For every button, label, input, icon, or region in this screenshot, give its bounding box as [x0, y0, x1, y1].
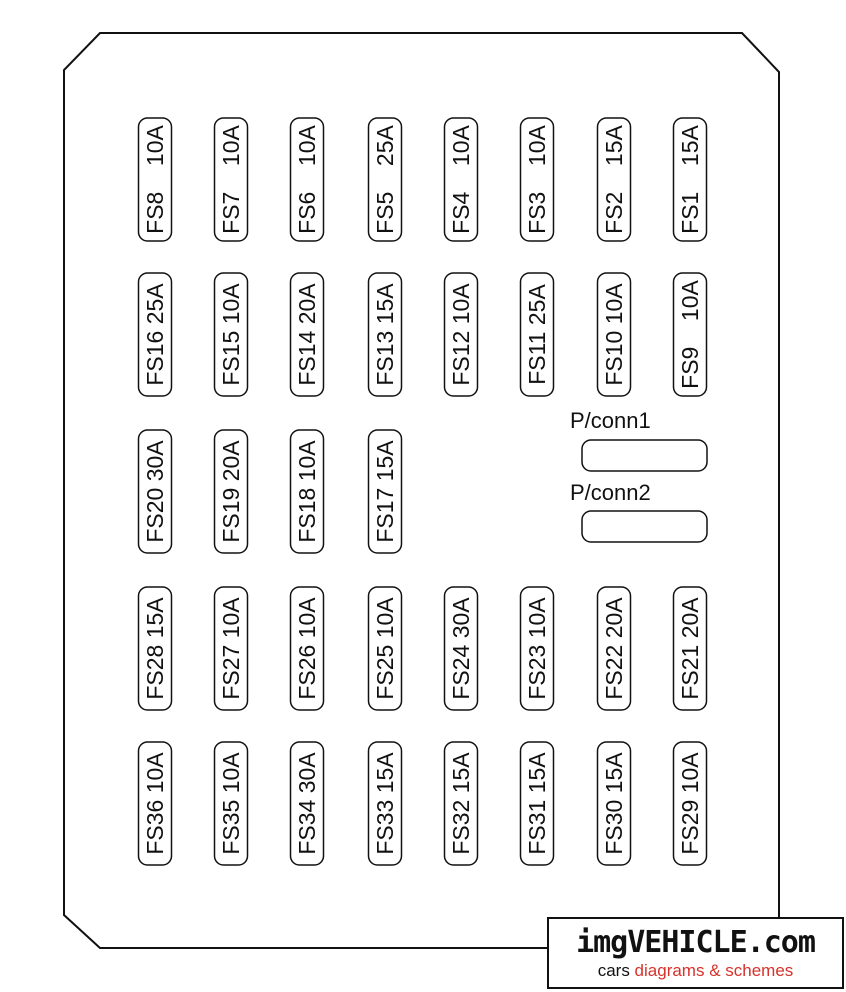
fuse-label — [142, 752, 168, 855]
fuse-rating: 15A — [372, 283, 398, 325]
fuse-fs34 — [291, 742, 324, 865]
fuse-rating: 30A — [448, 597, 474, 639]
fuse-fs3 — [521, 118, 554, 241]
fuse-fs27 — [215, 587, 248, 710]
fuse-fs36 — [139, 742, 172, 865]
fuse-id: FS17 — [372, 487, 398, 543]
fuse-rating: 15A — [372, 752, 398, 794]
fuse-id: FS24 — [448, 644, 474, 700]
fuse-rating: 15A — [448, 752, 474, 794]
fuse-id: FS29 — [677, 799, 703, 855]
fuse-label — [524, 284, 550, 385]
watermark-tagline-prefix: cars — [597, 961, 635, 980]
fuse-fs4 — [445, 118, 478, 241]
fuse-id: FS16 — [142, 330, 168, 386]
fuse-fs13 — [369, 273, 402, 396]
fuse-label — [677, 597, 703, 700]
fuse-label — [218, 597, 244, 700]
fuse-rating: 10A — [448, 283, 474, 325]
power-connector-body — [582, 511, 707, 542]
fuse-rating: 10A — [142, 125, 168, 167]
fuse-label — [677, 280, 703, 389]
fuse-rating: 10A — [142, 752, 168, 794]
fuse-label — [142, 597, 168, 700]
fuse-label — [524, 752, 550, 855]
fuse-label — [218, 440, 244, 543]
fuse-label — [372, 597, 398, 700]
fuse-label — [372, 752, 398, 855]
fuse-label — [142, 125, 168, 234]
watermark-tagline-highlight: diagrams & schemes — [634, 961, 794, 980]
fuse-label — [218, 125, 244, 234]
fuse-rating: 25A — [524, 284, 550, 326]
fuse-fs20 — [139, 430, 172, 553]
fuse-label — [601, 283, 627, 386]
fuse-id: FS4 — [448, 191, 474, 234]
fuse-fs15 — [215, 273, 248, 396]
fuse-label — [294, 125, 320, 234]
fuse-rating: 20A — [218, 440, 244, 482]
fuse-rating: 25A — [142, 283, 168, 325]
fuse-id: FS31 — [524, 799, 550, 855]
fuse-id: FS14 — [294, 330, 320, 386]
fuse-label — [142, 440, 168, 543]
fuse-fs2 — [598, 118, 631, 241]
fuse-label — [372, 283, 398, 386]
fuse-rating: 10A — [294, 440, 320, 482]
fuse-rating: 15A — [677, 125, 703, 167]
fuse-fs25 — [369, 587, 402, 710]
fuse-id: FS35 — [218, 799, 244, 855]
fuse-fs23 — [521, 587, 554, 710]
fuse-rating: 10A — [294, 125, 320, 167]
power-connector-label: P/conn1 — [570, 408, 651, 433]
fuse-rating: 10A — [218, 283, 244, 325]
fuse-id: FS28 — [142, 644, 168, 700]
fuse-fs5 — [369, 118, 402, 241]
watermark-tagline — [549, 961, 842, 981]
fuse-id: FS2 — [601, 191, 627, 234]
fuse-id: FS12 — [448, 330, 474, 386]
fuse-id: FS20 — [142, 487, 168, 543]
fuse-id: FS22 — [601, 644, 627, 700]
fuse-id: FS18 — [294, 487, 320, 543]
fuse-label — [601, 125, 627, 234]
watermark-brand: imgVEHICLE.com — [576, 925, 815, 960]
fuse-fs9 — [674, 273, 707, 396]
fuse-id: FS8 — [142, 191, 168, 234]
fuse-id: FS34 — [294, 799, 320, 855]
fuse-label — [372, 125, 398, 234]
fuse-rating: 10A — [372, 597, 398, 639]
fuse-label — [677, 752, 703, 855]
fuse-fs32 — [445, 742, 478, 865]
fuse-rating: 20A — [294, 283, 320, 325]
fuse-id: FS33 — [372, 799, 398, 855]
fuse-label — [142, 283, 168, 386]
fuse-id: FS23 — [524, 644, 550, 700]
fuse-label — [294, 752, 320, 855]
fuse-label — [294, 597, 320, 700]
fuse-fs8 — [139, 118, 172, 241]
fuse-fs10 — [598, 273, 631, 396]
fuse-rating: 15A — [372, 440, 398, 482]
fuse-label — [524, 125, 550, 234]
fuse-label — [372, 440, 398, 543]
fuse-fs31 — [521, 742, 554, 865]
fuse-id: FS13 — [372, 330, 398, 386]
fuse-label — [601, 752, 627, 855]
fuse-label — [294, 283, 320, 386]
fuse-label — [218, 752, 244, 855]
fuse-id: FS25 — [372, 644, 398, 700]
fuse-rating: 25A — [372, 125, 398, 167]
fuse-label — [294, 440, 320, 543]
fuse-rating: 20A — [601, 597, 627, 639]
fuse-label — [524, 597, 550, 700]
fuse-rating: 15A — [142, 597, 168, 639]
fuse-rating: 10A — [218, 125, 244, 167]
fuse-rating: 30A — [142, 440, 168, 482]
fuse-fs29 — [674, 742, 707, 865]
fuse-label — [448, 283, 474, 386]
fuse-rating: 10A — [524, 597, 550, 639]
power-connector-body — [582, 440, 707, 471]
fuse-fs17 — [369, 430, 402, 553]
fuse-rating: 15A — [601, 752, 627, 794]
fuse-fs33 — [369, 742, 402, 865]
fuse-id: FS11 — [524, 331, 550, 385]
fuse-id: FS27 — [218, 644, 244, 700]
fuse-id: FS36 — [142, 799, 168, 855]
fuse-fs22 — [598, 587, 631, 710]
fuse-id: FS10 — [601, 330, 627, 386]
fuse-rating: 10A — [218, 752, 244, 794]
fuse-fs28 — [139, 587, 172, 710]
fuse-fs12 — [445, 273, 478, 396]
fuse-fs35 — [215, 742, 248, 865]
fuse-fs30 — [598, 742, 631, 865]
fuse-fs26 — [291, 587, 324, 710]
fuse-id: FS3 — [524, 191, 550, 234]
fuse-id: FS26 — [294, 644, 320, 700]
fuse-id: FS30 — [601, 799, 627, 855]
fuse-rating: 10A — [524, 125, 550, 167]
fuse-rating: 10A — [448, 125, 474, 167]
fuse-id: FS7 — [218, 191, 244, 234]
fuse-fs1 — [674, 118, 707, 241]
fuse-label — [448, 597, 474, 700]
fuse-id: FS19 — [218, 487, 244, 543]
fuse-fs16 — [139, 273, 172, 396]
fuse-rating: 30A — [294, 752, 320, 794]
fuse-fs11 — [521, 273, 554, 396]
fuse-id: FS21 — [677, 644, 703, 700]
fuse-id: FS6 — [294, 191, 320, 234]
fuse-rating: 15A — [601, 125, 627, 167]
fuse-fs7 — [215, 118, 248, 241]
fuse-label — [677, 125, 703, 234]
fuse-rating: 10A — [294, 597, 320, 639]
fuse-fs14 — [291, 273, 324, 396]
fuse-id: FS15 — [218, 330, 244, 386]
watermark — [547, 917, 844, 989]
fuse-label — [448, 752, 474, 855]
fuse-id: FS5 — [372, 191, 398, 234]
fuse-rating: 10A — [601, 283, 627, 325]
fuse-rating: 10A — [677, 280, 703, 322]
fuse-rating: 10A — [218, 597, 244, 639]
fuse-id: FS9 — [677, 346, 703, 389]
fuse-label — [601, 597, 627, 700]
fuse-fs24 — [445, 587, 478, 710]
fuse-fs21 — [674, 587, 707, 710]
fuse-id: FS32 — [448, 799, 474, 855]
fuse-label — [448, 125, 474, 234]
fuse-fs18 — [291, 430, 324, 553]
fuse-fs6 — [291, 118, 324, 241]
power-connector-label: P/conn2 — [570, 480, 651, 505]
fuse-label — [218, 283, 244, 386]
fuse-id: FS1 — [677, 191, 703, 234]
fuse-fs19 — [215, 430, 248, 553]
fuse-rating: 15A — [524, 752, 550, 794]
fuse-rating: 20A — [677, 597, 703, 639]
fuse-rating: 10A — [677, 752, 703, 794]
